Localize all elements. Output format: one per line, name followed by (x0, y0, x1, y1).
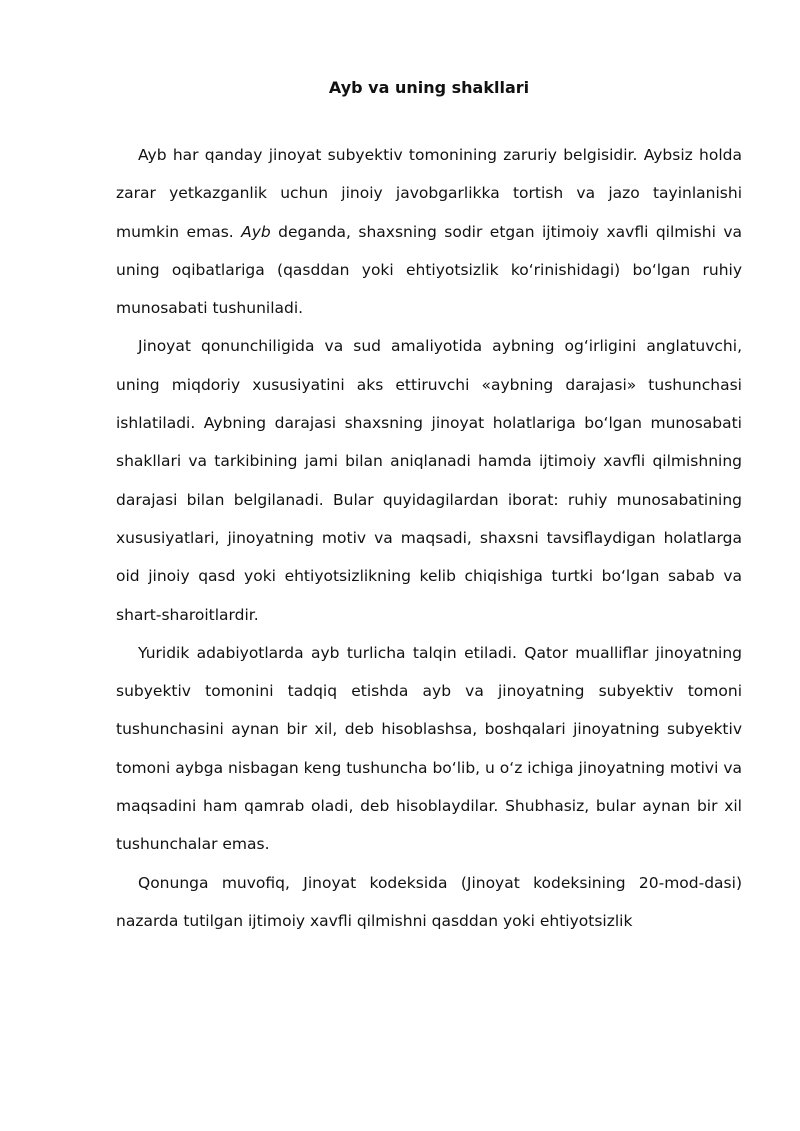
paragraph-1-text-end: deganda, shaxsning sodir etgan ijtimoiy xavfli qilmishi va uning oqibatlariga (qasddan yoki ehtiyotsizlik ko‘rinishidagi) bo‘lgan ruhiy munosabati tushuniladi. (116, 222, 742, 318)
paragraph-3: Yuridik adabiyotlarda ayb turlicha talqin etiladi. Qator mualliflar jinoyatning subyektiv tomonini tadqiq etishda ayb va jinoyatning subyektiv tomoni tushunchasini aynan bir xil, deb hisoblashsa, boshqalari jinoyatning subyektiv tomoni aybga nisbagan keng tushuncha bo‘lib, u o‘z ichiga jinoyatning motivi va maqsadini ham qamrab oladi, deb hisoblaydilar. Shubhasiz, bular aynan bir xil tushunchalar emas. (116, 643, 742, 854)
paragraph-1-text-start: Ayb har qanday jinoyat subyektiv tomonining zaruriy belgisidir. Aybsiz holda zarar yetkazganlik uchun jinoiy javobgarlikka tortish va jazo tayinlanishi mumkin emas. (116, 146, 742, 241)
paragraph-2: Jinoyat qonunchiligida va sud amaliyotida aybning og‘irligini anglatuvchi, uning miqdoriy xususiyatini aks ettiruvchi «aybning darajasi» tushunchasi ishlatiladi. Aybning darajasi shaxsning jinoyat holatlariga bo‘lgan munosabati shakllari va tarkibining jami bilan aniqlanadi hamda ijtimoiy xavfli qilmishning darajasi bilan belgilanadi. Bular quyidagilardan iborat: ruhiy munosabatining xususiyatlari, jinoyatning motiv va maqsadi, shaxsni tavsiflaydigan holatlarga oid jinoiy qasd yoki ehtiyotsizlikning kelib chiqishiga turtki bo‘lgan sabab va shart-sharoitlardir. (116, 337, 742, 624)
paragraph-4: Qonunga muvofiq, Jinoyat kodeksida (Jinoyat kodeksining 20-mod-dasi) nazarda tutilgan ijtimoiy xavfli qilmishni qasddan yoki ehtiyotsizlik (116, 873, 742, 930)
paragraph-1-emphasis: Ayb (241, 222, 271, 241)
document-title: Ayb va uning shakllari (328, 78, 530, 97)
paragraph-1 (116, 136, 742, 327)
document-page (116, 70, 742, 940)
